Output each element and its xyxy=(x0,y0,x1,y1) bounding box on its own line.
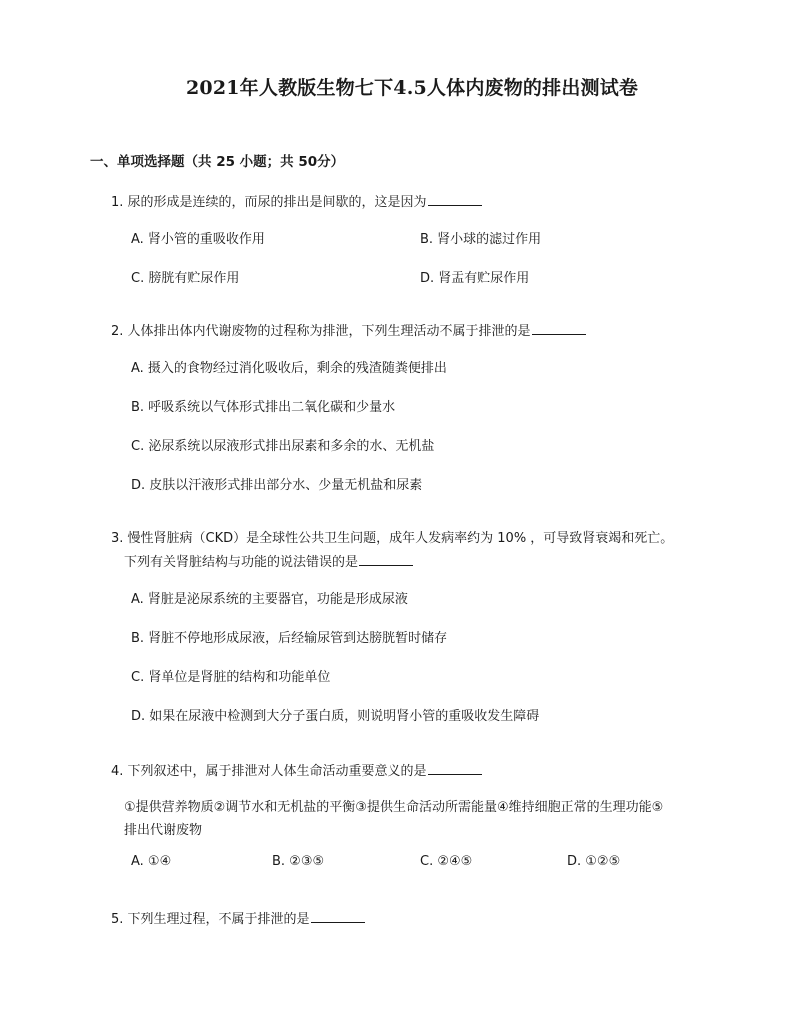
page-title: 2021年人教版生物七下4.5人体内废物的排出测试卷 xyxy=(186,77,639,99)
question-4 xyxy=(111,760,482,779)
answer-blank xyxy=(311,910,365,923)
answer-blank xyxy=(428,193,482,206)
question-2-option-b: B. 呼吸系统以气体形式排出二氧化碳和少量水 xyxy=(131,400,396,415)
question-2-option-d: D. 皮肤以汗液形式排出部分水、少量无机盐和尿素 xyxy=(131,478,423,493)
question-1-option-a: A. 肾小管的重吸收作用 xyxy=(131,232,265,247)
question-2-option-c: C. 泌尿系统以尿液形式排出尿素和多余的水、无机盐 xyxy=(131,439,435,454)
question-5 xyxy=(111,908,365,927)
question-4-option-b: B. ②③⑤ xyxy=(272,854,325,869)
question-2-option-a: A. 摄入的食物经过消化吸收后，剩余的残渣随粪便排出 xyxy=(131,361,447,376)
question-1-option-d: D. 肾盂有贮尿作用 xyxy=(420,271,530,286)
question-2-text: 2. 人体排出体内代谢废物的过程称为排泄，下列生理活动不属于排泄的是 xyxy=(111,324,531,339)
question-1-text: 1. 尿的形成是连续的，而尿的排出是间歇的，这是因为 xyxy=(111,195,427,210)
question-3-line-1: 3. 慢性肾脏病（CKD）是全球性公共卫生问题，成年人发病率约为 10% ，可导致肾衰竭和死亡。 xyxy=(111,531,674,546)
answer-blank xyxy=(532,322,586,335)
question-4-option-c: C. ②④⑤ xyxy=(420,854,473,869)
question-2 xyxy=(111,320,586,339)
question-5-text: 5. 下列生理过程，不属于排泄的是 xyxy=(111,912,310,927)
question-4-option-d: D. ①②⑤ xyxy=(567,854,621,869)
answer-blank xyxy=(428,762,482,775)
question-3-option-c: C. 肾单位是肾脏的结构和功能单位 xyxy=(131,670,331,685)
question-3-option-b: B. 肾脏不停地形成尿液，后经输尿管到达膀胱暂时储存 xyxy=(131,631,448,646)
answer-blank xyxy=(359,553,413,566)
question-4-text: 4. 下列叙述中，属于排泄对人体生命活动重要意义的是 xyxy=(111,764,427,779)
question-4-stem-line-2: 排出代谢废物 xyxy=(124,823,203,838)
question-1-option-b: B. 肾小球的滤过作用 xyxy=(420,232,542,247)
question-3-option-a: A. 肾脏是泌尿系统的主要器官，功能是形成尿液 xyxy=(131,592,408,607)
question-3-text: 下列有关肾脏结构与功能的说法错误的是 xyxy=(124,555,359,570)
question-4-stem-line-1: ①提供营养物质②调节水和无机盐的平衡③提供生命活动所需能量④维持细胞正常的生理功能⑤ xyxy=(124,800,664,815)
question-4-option-a: A. ①④ xyxy=(131,854,172,869)
question-1 xyxy=(111,191,482,210)
question-3-option-d: D. 如果在尿液中检测到大分子蛋白质，则说明肾小管的重吸收发生障碍 xyxy=(131,709,540,724)
section-heading: 一、单项选择题（共 25 小题；共 50分） xyxy=(90,154,345,170)
question-1-option-c: C. 膀胱有贮尿作用 xyxy=(131,271,240,286)
question-3-line-2 xyxy=(124,551,413,570)
